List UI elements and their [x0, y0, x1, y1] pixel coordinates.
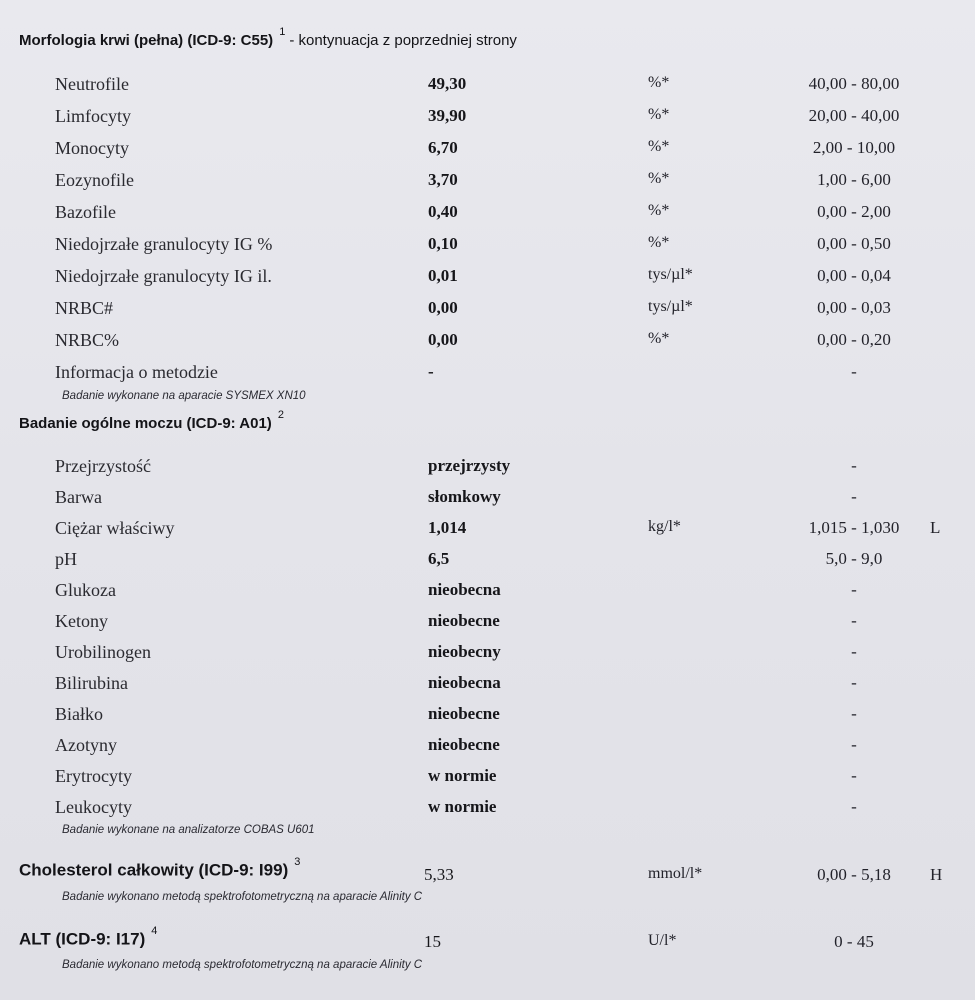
reference-range: 0,00 - 2,00	[817, 202, 891, 221]
test-name: Bazofile	[55, 202, 116, 222]
test-value: 3,70	[428, 170, 458, 189]
test-unit: %*	[648, 234, 670, 251]
test-value: 6,5	[428, 549, 450, 568]
result-row	[0, 298, 975, 328]
test-name: Niedojrzałe granulocyty IG %	[55, 234, 273, 254]
test-value: w normie	[428, 797, 497, 816]
alt-result-row	[0, 929, 975, 962]
reference-range: 40,00 - 80,00	[808, 74, 900, 93]
cholesterol-title: Cholesterol całkowity (ICD-9: I99)	[19, 860, 289, 880]
blood-continuation: - kontynuacja z poprzedniej strony	[289, 32, 517, 49]
reference-range: -	[851, 766, 857, 785]
test-name: Neutrofile	[55, 74, 129, 94]
test-unit: %*	[648, 106, 670, 123]
test-value: nieobecne	[428, 611, 500, 630]
alt-unit: U/l*	[648, 932, 677, 949]
cholesterol-value: 5,33	[424, 865, 454, 884]
test-unit: kg/l*	[648, 518, 681, 535]
test-unit: %*	[648, 330, 670, 347]
test-value: -	[428, 362, 434, 381]
test-value: 0,10	[428, 234, 458, 253]
blood-footnote-ref: 1	[279, 26, 286, 38]
test-value: 39,90	[428, 106, 467, 125]
urine-title: Badanie ogólne moczu (ICD-9: A01)	[19, 415, 272, 432]
test-value: 0,00	[428, 330, 458, 349]
blood-method-note: Badanie wykonane na aparacie SYSMEX XN10	[62, 390, 306, 402]
result-row	[0, 138, 975, 168]
result-row	[0, 487, 975, 517]
reference-range: -	[851, 673, 857, 692]
result-row	[0, 735, 975, 765]
test-name: Bilirubina	[55, 673, 128, 693]
result-row	[0, 170, 975, 200]
test-value: nieobecne	[428, 704, 500, 723]
reference-range: 0,00 - 0,04	[817, 266, 891, 285]
test-name: Eozynofile	[55, 170, 134, 190]
reference-range: -	[851, 642, 857, 661]
test-unit: %*	[648, 138, 670, 155]
test-value: w normie	[428, 766, 497, 785]
alt-value: 15	[424, 932, 441, 951]
test-name: Limfocyty	[55, 106, 131, 126]
abnormal-flag: L	[930, 518, 941, 537]
result-row	[0, 362, 975, 392]
reference-range: 1,015 - 1,030	[808, 518, 900, 537]
test-value: 0,40	[428, 202, 458, 221]
result-row	[0, 549, 975, 579]
test-value: 0,01	[428, 266, 458, 285]
alt-title: ALT (ICD-9: I17)	[19, 929, 146, 949]
test-value: przejrzysty	[428, 456, 511, 475]
result-row	[0, 518, 975, 548]
test-name: pH	[55, 549, 77, 569]
reference-range: 0,00 - 0,03	[817, 298, 891, 317]
alt-method-note: Badanie wykonano metodą spektrofotometryczną na aparacie Alinity C	[62, 959, 423, 971]
blood-section-title	[19, 26, 517, 49]
result-row	[0, 266, 975, 296]
reference-range: -	[851, 487, 857, 506]
result-row	[0, 642, 975, 672]
test-name: Leukocyty	[55, 797, 132, 817]
test-value: nieobecny	[428, 642, 501, 661]
test-name: Monocyty	[55, 138, 129, 158]
test-value: nieobecna	[428, 580, 501, 599]
result-row	[0, 673, 975, 703]
reference-range: 0,00 - 0,50	[817, 234, 891, 253]
reference-range: -	[851, 456, 857, 475]
test-name: Niedojrzałe granulocyty IG il.	[55, 266, 272, 286]
reference-range: 20,00 - 40,00	[808, 106, 900, 125]
test-name: Urobilinogen	[55, 642, 151, 662]
urine-section-title	[19, 409, 284, 432]
result-row	[0, 456, 975, 486]
test-unit: %*	[648, 74, 670, 91]
test-unit: %*	[648, 170, 670, 187]
result-row	[0, 611, 975, 641]
reference-range: -	[851, 611, 857, 630]
reference-range: -	[851, 362, 857, 381]
test-name: Białko	[55, 704, 103, 724]
cholesterol-footnote-ref: 3	[294, 856, 301, 868]
result-row	[0, 106, 975, 136]
test-name: Ketony	[55, 611, 108, 631]
result-row	[0, 234, 975, 264]
result-row	[0, 580, 975, 610]
alt-footnote-ref: 4	[151, 925, 158, 937]
result-row	[0, 74, 975, 104]
reference-range: 2,00 - 10,00	[812, 138, 896, 157]
result-row	[0, 202, 975, 232]
test-value: 49,30	[428, 74, 467, 93]
test-value: nieobecna	[428, 673, 501, 692]
cholesterol-flag: H	[930, 865, 943, 884]
reference-range: -	[851, 735, 857, 754]
test-value: słomkowy	[428, 487, 501, 506]
reference-range: -	[851, 797, 857, 816]
test-value: 1,014	[428, 518, 467, 537]
reference-range: -	[851, 580, 857, 599]
test-name: NRBC#	[55, 298, 114, 318]
result-row	[0, 704, 975, 734]
cholesterol-reference-range: 0,00 - 5,18	[817, 865, 891, 884]
test-unit: tys/µl*	[648, 266, 693, 283]
test-name: Przejrzystość	[55, 456, 151, 476]
test-name: Ciężar właściwy	[55, 518, 175, 538]
test-value: 6,70	[428, 138, 458, 157]
cholesterol-unit: mmol/l*	[648, 865, 703, 882]
blood-title: Morfologia krwi (pełna) (ICD-9: C55)	[19, 32, 274, 49]
urine-method-note: Badanie wykonane na analizatorze COBAS U601	[62, 824, 315, 836]
test-name: NRBC%	[55, 330, 120, 350]
result-row	[0, 766, 975, 796]
reference-range: 0,00 - 0,20	[817, 330, 891, 349]
alt-reference-range: 0 - 45	[834, 932, 874, 951]
test-name: Glukoza	[55, 580, 116, 600]
reference-range: -	[851, 704, 857, 723]
test-name: Erytrocyty	[55, 766, 132, 786]
test-name: Azotyny	[55, 735, 117, 755]
urine-footnote-ref: 2	[277, 409, 284, 421]
test-value: 0,00	[428, 298, 458, 317]
test-value: nieobecne	[428, 735, 500, 754]
test-unit: %*	[648, 202, 670, 219]
result-row	[0, 797, 975, 827]
reference-range: 1,00 - 6,00	[817, 170, 891, 189]
cholesterol-method-note: Badanie wykonano metodą spektrofotometryczną na aparacie Alinity C	[62, 891, 423, 903]
test-name: Barwa	[55, 487, 102, 507]
result-row	[0, 330, 975, 360]
reference-range: 5,0 - 9,0	[825, 549, 883, 568]
test-name: Informacja o metodzie	[55, 362, 218, 382]
test-unit: tys/µl*	[648, 298, 693, 315]
